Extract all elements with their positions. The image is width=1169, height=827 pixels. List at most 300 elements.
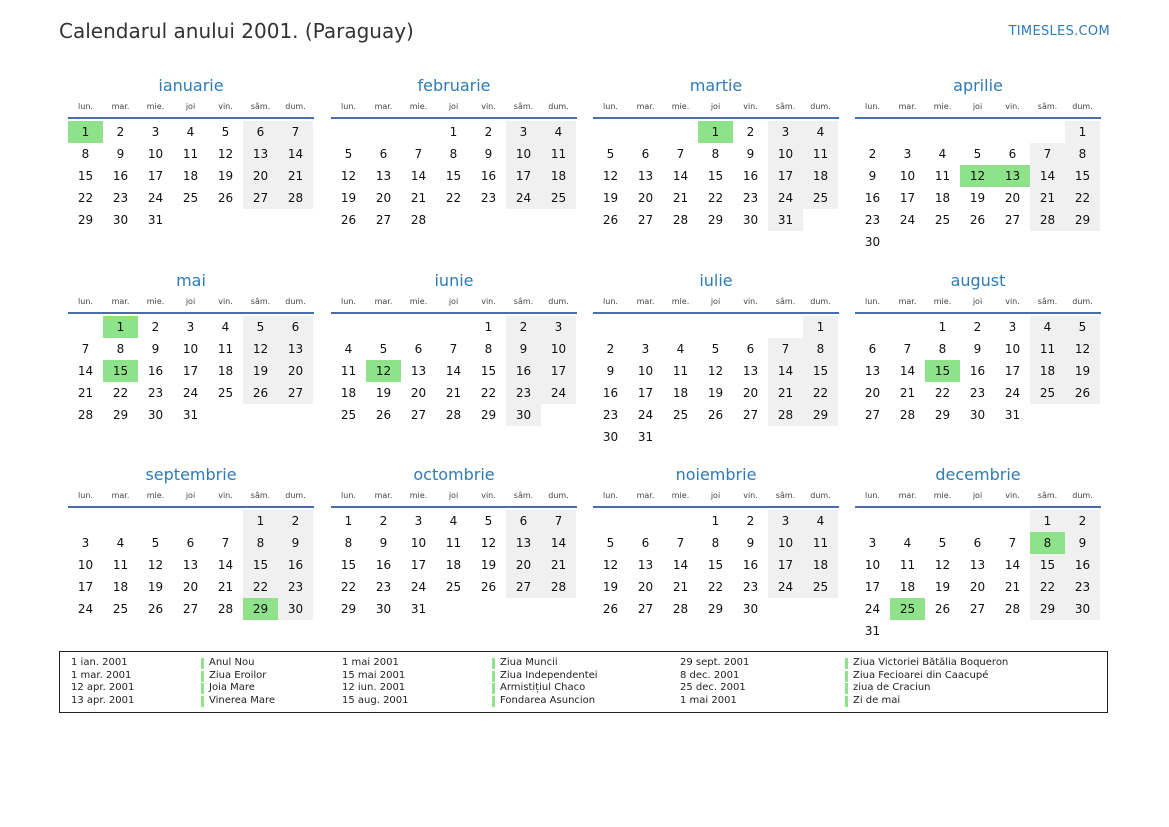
day-cell: 10	[864, 558, 881, 572]
day-cell: 6	[641, 536, 650, 550]
day-cell: 4	[186, 125, 195, 139]
empty-cell	[593, 121, 628, 143]
day-cell: 23	[147, 386, 164, 400]
day-cell: 31	[410, 602, 427, 616]
day-cell: 9	[746, 147, 755, 161]
weekday-label: joi	[185, 491, 196, 500]
day-cell: 20	[243, 165, 278, 187]
day-cell: 9	[506, 338, 541, 360]
day-cell: 14	[899, 364, 916, 378]
day-cell: 6	[278, 316, 313, 338]
day-cell: 10	[768, 532, 803, 554]
day-cell: 25	[340, 408, 357, 422]
weekday-label: sâm.	[250, 102, 271, 111]
day-cell: 27	[278, 382, 313, 404]
legend-date: 12 iun. 2001	[342, 682, 406, 693]
legend-date: 15 mai 2001	[342, 669, 406, 681]
weekday-header	[68, 101, 314, 119]
day-grid	[331, 316, 576, 426]
day-cell: 3	[506, 121, 541, 143]
day-cell: 26	[340, 213, 357, 227]
day-cell: 4	[1030, 316, 1065, 338]
day-cell: 18	[182, 169, 199, 183]
weekday-label: joi	[972, 297, 983, 306]
day-cell: 30	[147, 408, 164, 422]
weekday-header	[331, 490, 577, 508]
legend-marker	[201, 696, 204, 707]
day-cell: 26	[602, 213, 619, 227]
weekday-label: sâm.	[513, 297, 534, 306]
month-title: februarie	[417, 76, 491, 95]
day-cell: 7	[1030, 143, 1065, 165]
day-cell: 22	[1065, 187, 1100, 209]
legend-marker	[492, 671, 495, 682]
day-cell: 12	[602, 169, 619, 183]
day-cell: 29	[340, 602, 357, 616]
day-cell: 11	[803, 143, 838, 165]
weekday-label: joi	[972, 491, 983, 500]
day-cell: 12	[707, 364, 724, 378]
day-cell: 9	[1065, 532, 1100, 554]
day-cell: 11	[803, 532, 838, 554]
day-cell: 19	[217, 169, 234, 183]
empty-cell	[366, 316, 401, 338]
month-title: iulie	[699, 271, 733, 290]
legend-holiday-name: Ziua Eroilor	[209, 669, 267, 681]
weekday-label: joi	[972, 102, 983, 111]
legend-holiday-name: Fondarea Asuncion	[500, 694, 596, 706]
day-cell: 27	[969, 602, 986, 616]
day-cell: 16	[480, 169, 497, 183]
holiday-day: 1	[698, 121, 733, 143]
day-grid	[593, 510, 838, 620]
day-cell: 18	[445, 558, 462, 572]
day-cell: 18	[803, 554, 838, 576]
day-cell: 14	[217, 558, 234, 572]
weekday-label: mie.	[409, 102, 428, 111]
legend-marker	[845, 683, 848, 694]
day-cell: 9	[151, 342, 160, 356]
day-cell: 5	[606, 147, 615, 161]
weekday-label: joi	[185, 102, 196, 111]
day-cell: 20	[864, 386, 881, 400]
weekday-label: dum.	[548, 491, 569, 500]
day-cell: 28	[899, 408, 916, 422]
day-cell: 9	[746, 536, 755, 550]
legend-date: 1 mai 2001	[342, 657, 399, 668]
day-cell: 26	[480, 580, 497, 594]
weekday-label: sâm.	[775, 102, 796, 111]
empty-cell	[628, 510, 663, 532]
day-cell: 13	[969, 558, 986, 572]
day-cell: 13	[278, 338, 313, 360]
weekday-label: lun.	[341, 102, 356, 111]
day-cell: 25	[112, 602, 129, 616]
day-cell: 16	[1065, 554, 1100, 576]
day-cell: 4	[116, 536, 125, 550]
empty-cell	[698, 316, 733, 338]
day-cell: 23	[602, 408, 619, 422]
day-cell: 24	[410, 580, 427, 594]
day-cell: 24	[768, 576, 803, 598]
day-cell: 9	[116, 147, 125, 161]
day-cell: 5	[221, 125, 230, 139]
weekday-label: joi	[448, 297, 459, 306]
day-cell: 13	[637, 169, 654, 183]
weekday-label: lun.	[603, 102, 618, 111]
day-cell: 9	[278, 532, 313, 554]
day-cell: 3	[868, 536, 877, 550]
day-cell: 27	[637, 602, 654, 616]
empty-cell	[628, 121, 663, 143]
day-cell: 1	[711, 514, 720, 528]
day-cell: 19	[1065, 360, 1100, 382]
weekday-header	[593, 490, 839, 508]
legend-date: 13 apr. 2001	[71, 694, 135, 706]
day-cell: 24	[864, 602, 881, 616]
day-cell: 26	[1065, 382, 1100, 404]
day-cell: 28	[672, 602, 689, 616]
day-cell: 30	[112, 213, 129, 227]
day-cell: 7	[221, 536, 230, 550]
day-cell: 8	[803, 338, 838, 360]
day-cell: 11	[182, 147, 199, 161]
day-cell: 11	[340, 364, 357, 378]
weekday-label: vin.	[743, 491, 758, 500]
day-cell: 8	[1065, 143, 1100, 165]
day-cell: 12	[340, 169, 357, 183]
empty-cell	[366, 121, 401, 143]
weekday-label: lun.	[341, 491, 356, 500]
day-cell: 23	[742, 580, 759, 594]
day-cell: 2	[973, 320, 982, 334]
day-cell: 16	[742, 558, 759, 572]
day-cell: 20	[410, 386, 427, 400]
day-cell: 15	[243, 554, 278, 576]
day-cell: 13	[637, 558, 654, 572]
day-cell: 3	[641, 342, 650, 356]
day-cell: 16	[375, 558, 392, 572]
day-cell: 6	[506, 510, 541, 532]
day-cell: 24	[768, 187, 803, 209]
weekday-label: joi	[710, 102, 721, 111]
empty-cell	[663, 316, 698, 338]
day-cell: 13	[410, 364, 427, 378]
day-cell: 2	[116, 125, 125, 139]
weekday-label: mar.	[111, 491, 130, 500]
weekday-label: dum.	[810, 491, 831, 500]
day-cell: 9	[868, 169, 877, 183]
day-cell: 15	[803, 360, 838, 382]
weekday-label: dum.	[285, 102, 306, 111]
day-cell: 29	[803, 404, 838, 426]
weekday-label: mar.	[898, 297, 917, 306]
day-cell: 23	[506, 382, 541, 404]
empty-cell	[138, 510, 173, 532]
brand-link[interactable]: TIMESLES.COM	[1008, 24, 1110, 39]
day-cell: 21	[672, 580, 689, 594]
month-title: decembrie	[935, 465, 1021, 484]
day-cell: 8	[938, 342, 947, 356]
legend-holiday-name: Ziua Fecioarei din Caacupé	[853, 669, 989, 681]
day-cell: 25	[803, 576, 838, 598]
day-cell: 3	[903, 147, 912, 161]
day-cell: 26	[243, 382, 278, 404]
day-cell: 25	[803, 187, 838, 209]
empty-cell	[401, 316, 436, 338]
day-grid	[855, 121, 1100, 253]
day-cell: 24	[541, 382, 576, 404]
empty-cell	[890, 316, 925, 338]
day-cell: 31	[1004, 408, 1021, 422]
weekday-label: joi	[448, 491, 459, 500]
day-cell: 30	[969, 408, 986, 422]
day-cell: 5	[243, 316, 278, 338]
day-cell: 28	[410, 213, 427, 227]
day-cell: 20	[375, 191, 392, 205]
day-cell: 19	[243, 360, 278, 382]
day-cell: 4	[449, 514, 458, 528]
weekday-label: mar.	[374, 491, 393, 500]
legend-marker	[201, 671, 204, 682]
day-grid	[855, 316, 1100, 426]
day-cell: 7	[768, 338, 803, 360]
day-cell: 17	[147, 169, 164, 183]
weekday-header	[331, 101, 577, 119]
empty-cell	[173, 510, 208, 532]
day-cell: 30	[602, 430, 619, 444]
day-cell: 14	[278, 143, 313, 165]
day-cell: 8	[449, 147, 458, 161]
day-grid	[593, 316, 838, 448]
holiday-day: 8	[1030, 532, 1065, 554]
month-septembrie	[68, 463, 314, 620]
day-cell: 28	[1030, 209, 1065, 231]
weekday-label: sâm.	[513, 491, 534, 500]
day-cell: 19	[375, 386, 392, 400]
day-cell: 5	[151, 536, 160, 550]
day-cell: 4	[344, 342, 353, 356]
day-cell: 17	[1004, 364, 1021, 378]
month-title: octombrie	[413, 465, 495, 484]
day-cell: 29	[480, 408, 497, 422]
day-cell: 2	[151, 320, 160, 334]
holiday-legend	[59, 651, 1108, 713]
day-cell: 27	[243, 187, 278, 209]
day-cell: 17	[541, 360, 576, 382]
weekday-label: mie.	[933, 102, 952, 111]
day-cell: 22	[707, 580, 724, 594]
weekday-label: dum.	[285, 491, 306, 500]
weekday-label: dum.	[548, 297, 569, 306]
day-cell: 16	[864, 191, 881, 205]
day-cell: 19	[602, 580, 619, 594]
day-cell: 20	[742, 386, 759, 400]
day-cell: 27	[742, 408, 759, 422]
day-cell: 16	[278, 554, 313, 576]
weekday-label: mar.	[374, 297, 393, 306]
day-cell: 28	[445, 408, 462, 422]
day-cell: 20	[637, 191, 654, 205]
day-cell: 7	[414, 147, 423, 161]
day-cell: 16	[969, 364, 986, 378]
weekday-label: vin.	[218, 491, 233, 500]
day-cell: 10	[77, 558, 94, 572]
day-cell: 23	[112, 191, 129, 205]
day-cell: 29	[1030, 598, 1065, 620]
weekday-label: lun.	[865, 297, 880, 306]
day-cell: 11	[899, 558, 916, 572]
weekday-label: sâm.	[250, 297, 271, 306]
legend-date: 1 mar. 2001	[71, 669, 132, 681]
day-cell: 4	[221, 320, 230, 334]
month-title: mai	[176, 271, 206, 290]
day-cell: 10	[637, 364, 654, 378]
day-cell: 14	[672, 169, 689, 183]
month-title: august	[950, 271, 1006, 290]
day-cell: 12	[480, 536, 497, 550]
day-cell: 22	[340, 580, 357, 594]
day-cell: 1	[1030, 510, 1065, 532]
day-cell: 11	[112, 558, 129, 572]
day-cell: 15	[480, 364, 497, 378]
month-februarie	[331, 74, 577, 231]
day-cell: 3	[1008, 320, 1017, 334]
legend-holiday-name: Joia Mare	[209, 682, 255, 693]
day-cell: 20	[1004, 191, 1021, 205]
day-cell: 24	[1004, 386, 1021, 400]
legend-marker	[201, 683, 204, 694]
day-cell: 9	[606, 364, 615, 378]
page-title: Calendarul anului 2001. (Paraguay)	[59, 19, 414, 43]
day-cell: 7	[278, 121, 313, 143]
weekday-label: sâm.	[513, 102, 534, 111]
day-cell: 19	[480, 558, 497, 572]
weekday-label: joi	[448, 102, 459, 111]
weekday-label: lun.	[78, 102, 93, 111]
day-grid	[855, 510, 1100, 642]
holiday-day: 1	[103, 316, 138, 338]
weekday-label: vin.	[481, 491, 496, 500]
weekday-label: lun.	[865, 491, 880, 500]
day-cell: 21	[278, 165, 313, 187]
day-cell: 6	[746, 342, 755, 356]
day-cell: 14	[541, 532, 576, 554]
month-decembrie	[855, 463, 1101, 642]
day-cell: 29	[112, 408, 129, 422]
weekday-label: vin.	[218, 297, 233, 306]
day-cell: 8	[711, 147, 720, 161]
legend-date: 12 apr. 2001	[71, 682, 135, 693]
legend-holiday-name: Zi de mai	[853, 694, 901, 706]
day-cell: 11	[445, 536, 462, 550]
day-cell: 31	[864, 624, 881, 638]
day-cell: 16	[742, 169, 759, 183]
day-cell: 18	[672, 386, 689, 400]
day-cell: 22	[243, 576, 278, 598]
day-cell: 29	[934, 408, 951, 422]
day-cell: 24	[182, 386, 199, 400]
day-cell: 17	[506, 165, 541, 187]
weekday-label: sâm.	[775, 297, 796, 306]
day-cell: 4	[938, 147, 947, 161]
holiday-day: 29	[243, 598, 278, 620]
day-grid	[68, 316, 313, 426]
day-cell: 15	[445, 169, 462, 183]
empty-cell	[925, 510, 960, 532]
day-cell: 3	[768, 510, 803, 532]
weekday-label: dum.	[1072, 297, 1093, 306]
day-cell: 5	[973, 147, 982, 161]
day-cell: 12	[217, 147, 234, 161]
day-cell: 23	[742, 191, 759, 205]
day-cell: 24	[899, 213, 916, 227]
empty-cell	[890, 121, 925, 143]
day-cell: 26	[934, 602, 951, 616]
empty-cell	[103, 510, 138, 532]
empty-cell	[768, 316, 803, 338]
day-cell: 14	[445, 364, 462, 378]
day-cell: 18	[934, 191, 951, 205]
day-cell: 15	[340, 558, 357, 572]
day-cell: 27	[182, 602, 199, 616]
day-cell: 21	[77, 386, 94, 400]
weekday-label: mie.	[933, 297, 952, 306]
legend-holiday-name: ziua de Craciun	[853, 682, 931, 693]
day-cell: 21	[768, 382, 803, 404]
empty-cell	[855, 316, 890, 338]
day-cell: 20	[637, 580, 654, 594]
day-cell: 7	[676, 536, 685, 550]
day-cell: 11	[672, 364, 689, 378]
day-cell: 29	[77, 213, 94, 227]
day-cell: 30	[742, 213, 759, 227]
day-cell: 2	[746, 125, 755, 139]
month-title: aprilie	[953, 76, 1003, 95]
day-cell: 6	[868, 342, 877, 356]
day-cell: 29	[1065, 209, 1100, 231]
legend-date: 29 sept. 2001	[680, 657, 750, 668]
day-cell: 3	[151, 125, 160, 139]
day-cell: 12	[602, 558, 619, 572]
weekday-label: joi	[185, 297, 196, 306]
weekday-label: vin.	[481, 102, 496, 111]
month-mai	[68, 269, 314, 426]
day-cell: 1	[243, 510, 278, 532]
day-cell: 19	[602, 191, 619, 205]
day-cell: 1	[803, 316, 838, 338]
legend-marker	[845, 696, 848, 707]
day-cell: 7	[903, 342, 912, 356]
day-cell: 26	[969, 213, 986, 227]
weekday-header	[331, 296, 577, 314]
weekday-label: mar.	[636, 297, 655, 306]
month-iunie	[331, 269, 577, 426]
holiday-day: 13	[995, 165, 1030, 187]
weekday-label: mie.	[933, 491, 952, 500]
day-cell: 17	[768, 165, 803, 187]
weekday-label: lun.	[865, 102, 880, 111]
empty-cell	[995, 121, 1030, 143]
day-cell: 23	[278, 576, 313, 598]
weekday-label: mie.	[671, 491, 690, 500]
day-cell: 20	[969, 580, 986, 594]
day-cell: 24	[77, 602, 94, 616]
day-cell: 28	[278, 187, 313, 209]
day-cell: 20	[506, 554, 541, 576]
weekday-header	[593, 296, 839, 314]
day-cell: 17	[864, 580, 881, 594]
